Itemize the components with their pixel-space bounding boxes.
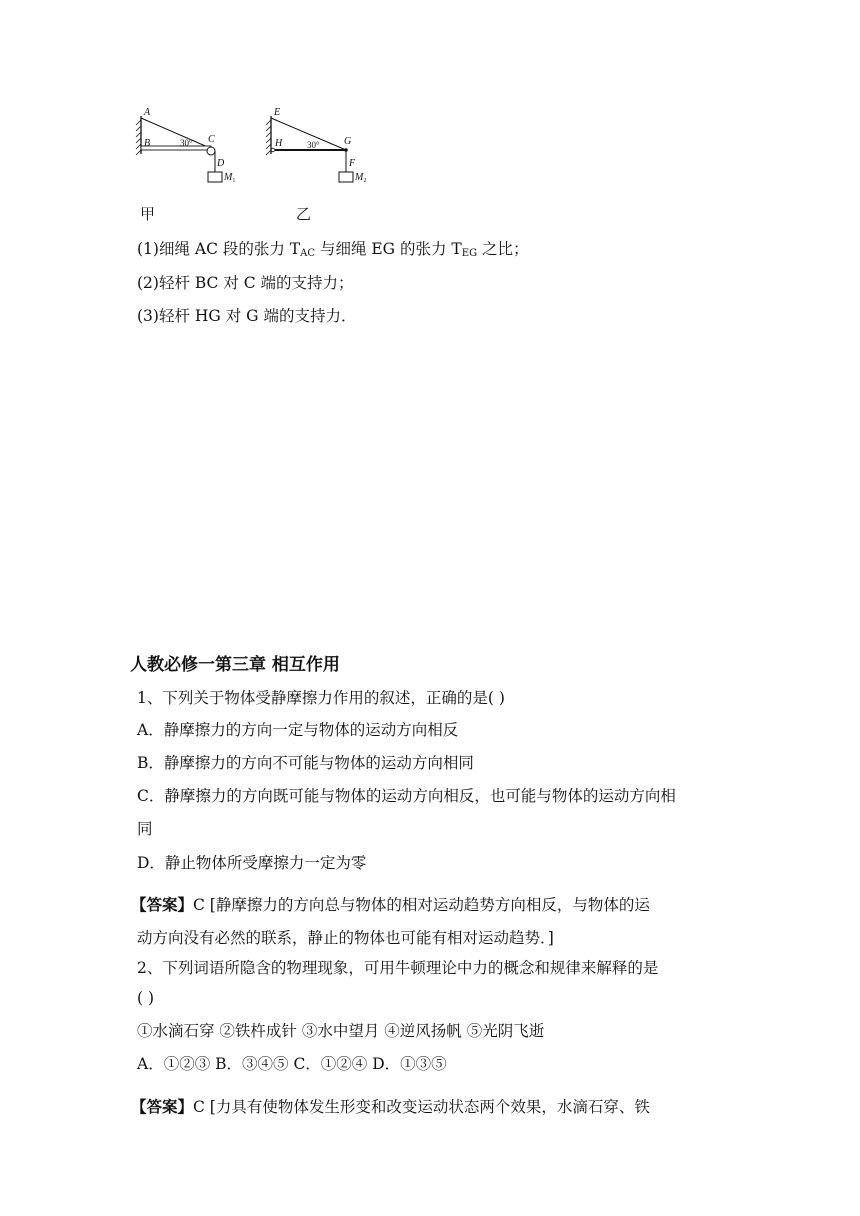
subquestion-3: (3)轻杆 HG 对 G 端的支持力． <box>137 307 357 325</box>
figure-left <box>136 107 235 184</box>
q1-option-c-line1: C．静摩擦力的方向既可能与物体的运动方向相反，也可能与物体的运动方向相 <box>137 787 676 805</box>
q1-answer-line1: 【答案】C [静摩擦力的方向总与物体的相对运动趋势方向相反，与物体的运 <box>131 895 650 914</box>
q1-option-c-line2: 同 <box>137 820 153 838</box>
label-D: D <box>217 158 225 169</box>
subquestion-1: (1)细绳 AC 段的张力 $T_{AC}$ 与细绳 EG 的张力 $T_{EG}$ 之比； <box>137 240 529 259</box>
label-F: F <box>349 158 356 169</box>
subquestion-2: (2)轻杆 BC 对 C 端的支持力； <box>137 274 354 292</box>
section-title: 人教必修一第三章 相互作用 <box>130 655 340 675</box>
label-E: E <box>274 107 281 118</box>
q1-option-b: B．静摩擦力的方向不可能与物体的运动方向相同 <box>137 754 474 772</box>
label-C: C <box>208 134 215 145</box>
mass-label-left: $M_1$ <box>224 172 236 184</box>
q2-answer-line1: 【答案】C [力具有使物体发生形变和改变运动状态两个效果，水滴石穿、铁 <box>131 1097 650 1116</box>
caption-right: 乙 <box>296 205 312 223</box>
figure-right <box>266 107 366 184</box>
figure-rods-ropes <box>132 104 392 188</box>
q1-stem: 1、下列关于物体受静摩擦力作用的叙述，正确的是( ) <box>137 689 505 707</box>
caption-left: 甲 <box>140 205 156 223</box>
angle-label-right: 30° <box>307 140 320 150</box>
q2-stem-line1: 2、下列词语所隐含的物理现象，可用牛顿理论中力的概念和规律来解释的是 <box>137 959 659 977</box>
label-H: H <box>275 138 283 149</box>
q2-stem-line2: ( ) <box>137 989 155 1007</box>
q2-options: A．①②③ B．③④⑤ C．①②④ D．①③⑤ <box>137 1055 447 1073</box>
q1-option-a: A．静摩擦力的方向一定与物体的运动方向相反 <box>137 721 459 739</box>
angle-label-left: 30° <box>180 138 193 148</box>
q1-option-d: D．静止物体所受摩擦力一定为零 <box>137 854 367 872</box>
mass-label-right: $M_2$ <box>355 172 367 184</box>
label-G: G <box>344 136 352 147</box>
q1-answer-line2: 动方向没有必然的联系，静止的物体也可能有相对运动趋势．] <box>137 929 554 947</box>
q2-items: ①水滴石穿 ②铁杵成针 ③水中望月 ④逆风扬帆 ⑤光阴飞逝 <box>137 1022 545 1040</box>
label-A: A <box>144 107 151 118</box>
label-B: B <box>144 138 151 149</box>
